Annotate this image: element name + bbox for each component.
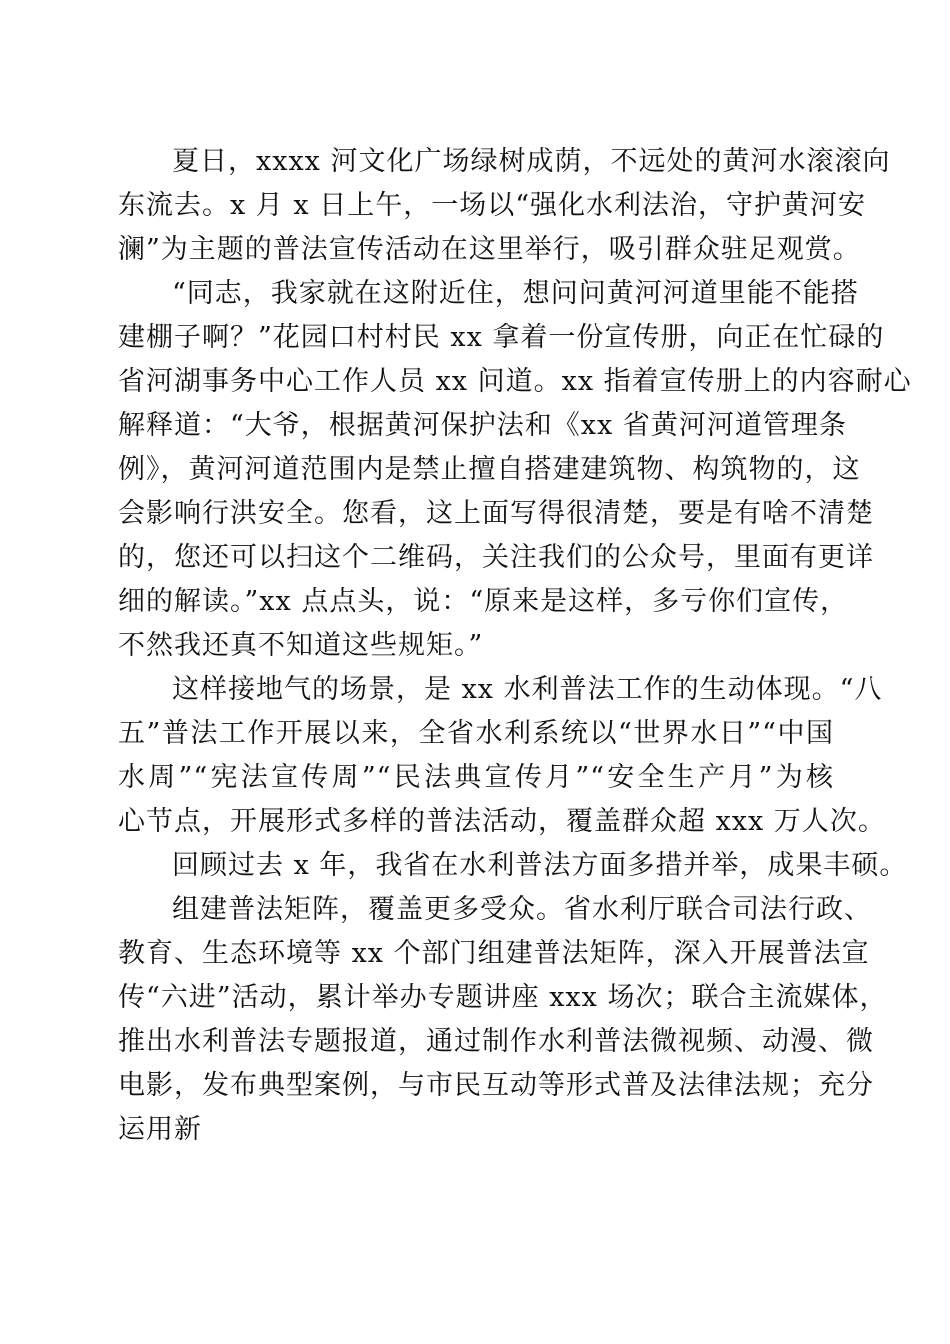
text-line: 不然我还真不知道这些规矩。” xyxy=(118,630,484,661)
text-line: 教育、生态环境等 xx 个部门组建普法矩阵，深入开展普法宣 xyxy=(118,938,870,969)
text-line: 例》，黄河河道范围内是禁止擅自搭建建筑物、构筑物的，这 xyxy=(118,454,861,485)
text-line: 传“六进”活动，累计举办专题讲座 xxx 场次；联合主流媒体， xyxy=(118,982,888,1013)
text-line: 水周”“宪法宣传周”“民法典宣传月”“安全生产月”为核 xyxy=(118,762,834,793)
text-line: 运用新 xyxy=(118,1114,202,1145)
text-line: 东流去。x 月 x 日上午，一场以“强化水利法治，守护黄河安 xyxy=(118,190,867,221)
text-line: 心节点，开展形式多样的普法活动，覆盖群众超 xxx 万人次。 xyxy=(118,806,886,837)
paragraph-2 xyxy=(118,272,912,668)
paragraph-4 xyxy=(118,844,908,888)
text-line: 澜”为主题的普法宣传活动在这里举行，吸引群众驻足观赏。 xyxy=(118,234,861,265)
text-line: 这样接地气的场景，是 xx 水利普法工作的生动体现。“八 xyxy=(172,674,883,705)
text-line: 建棚子啊？”花园口村村民 xx 拿着一份宣传册，向正在忙碌的 xyxy=(118,322,885,353)
paragraph-1 xyxy=(118,140,891,272)
text-line: 回顾过去 x 年，我省在水利普法方面多措并举，成果丰硕。 xyxy=(172,850,908,881)
text-line: 细的解读。”xx 点点头，说：“原来是这样，多亏你们宣传， xyxy=(118,586,849,617)
article-body xyxy=(118,140,912,1152)
paragraph-3 xyxy=(118,668,886,844)
text-line: 推出水利普法专题报道，通过制作水利普法微视频、动漫、微 xyxy=(118,1026,874,1057)
text-line: 会影响行洪安全。您看，这上面写得很清楚，要是有啥不清楚 xyxy=(118,498,874,529)
text-line: 解释道：“大爷，根据黄河保护法和《xx 省黄河河道管理条 xyxy=(118,410,847,441)
text-line: 五”普法工作开展以来，全省水利系统以“世界水日”“中国 xyxy=(118,718,834,749)
text-line: 的，您还可以扫这个二维码，关注我们的公众号，里面有更详 xyxy=(118,542,874,573)
paragraph-5 xyxy=(118,888,888,1152)
text-line: 电影，发布典型案例，与市民互动等形式普及法律法规；充分 xyxy=(118,1070,874,1101)
text-line: 省河湖事务中心工作人员 xx 问道。xx 指着宣传册上的内容耐心 xyxy=(118,366,912,397)
text-line: “同志，我家就在这附近住，想问问黄河河道里能不能搭 xyxy=(172,278,859,309)
text-line: 组建普法矩阵，覆盖更多受众。省水利厅联合司法行政、 xyxy=(172,894,872,925)
text-line: 夏日，xxxx 河文化广场绿树成荫，不远处的黄河水滚滚向 xyxy=(172,146,891,177)
